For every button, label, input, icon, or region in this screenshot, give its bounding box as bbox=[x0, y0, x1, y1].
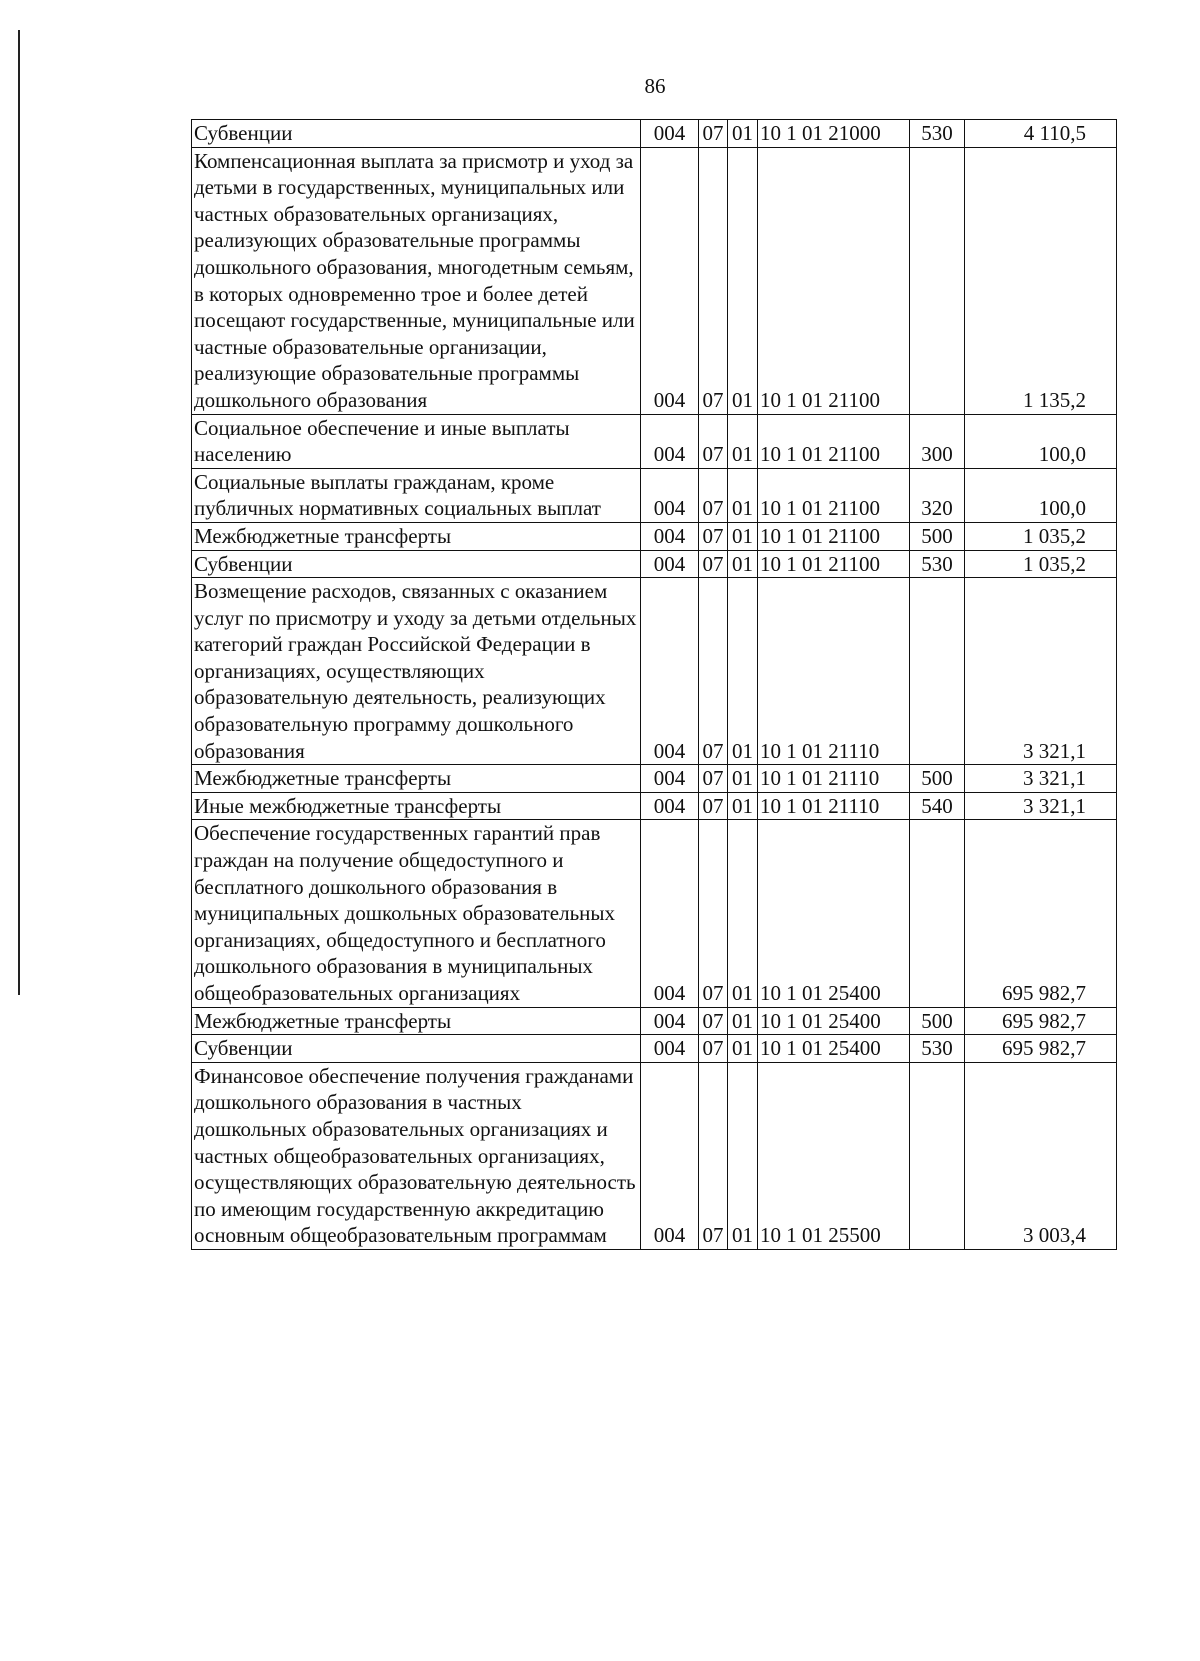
row-amount: 4 110,5 bbox=[965, 120, 1117, 148]
row-expense-type-code: 500 bbox=[910, 765, 965, 793]
budget-table bbox=[191, 119, 1117, 1250]
row-expense-type-code: 530 bbox=[910, 550, 965, 578]
row-ved-code: 004 bbox=[641, 1062, 699, 1249]
row-name: Иные межбюджетные трансферты bbox=[192, 792, 641, 820]
table-row bbox=[192, 147, 1117, 414]
row-name: Субвенции bbox=[192, 1035, 641, 1063]
row-expense-type-code: 530 bbox=[910, 120, 965, 148]
row-name: Социальные выплаты гражданам, кроме публичных нормативных социальных выплат bbox=[192, 468, 641, 522]
row-amount: 1 035,2 bbox=[965, 550, 1117, 578]
row-subsection-code: 01 bbox=[728, 522, 758, 550]
row-expense-type-code bbox=[910, 147, 965, 414]
row-amount: 695 982,7 bbox=[965, 1035, 1117, 1063]
row-target-article-code: 10 1 01 25500 bbox=[758, 1062, 910, 1249]
row-target-article-code: 10 1 01 21110 bbox=[758, 578, 910, 765]
row-name: Компенсационная выплата за присмотр и уход за детьми в государственных, муниципальных или частных образовательных организациях, реализующих образовательные программы дошкольного образования, многодетным семьям, в которых одновременно трое и более детей посещают государственные, муниципальные или частные образовательные организации, реализующие образовательные программы дошкольного образования bbox=[192, 147, 641, 414]
row-subsection-code: 01 bbox=[728, 414, 758, 468]
row-section-code: 07 bbox=[699, 820, 728, 1007]
row-section-code: 07 bbox=[699, 120, 728, 148]
table-row bbox=[192, 578, 1117, 765]
row-subsection-code: 01 bbox=[728, 820, 758, 1007]
row-name: Социальное обеспечение и иные выплаты населению bbox=[192, 414, 641, 468]
row-subsection-code: 01 bbox=[728, 792, 758, 820]
row-target-article-code: 10 1 01 21110 bbox=[758, 765, 910, 793]
row-ved-code: 004 bbox=[641, 578, 699, 765]
row-ved-code: 004 bbox=[641, 820, 699, 1007]
row-target-article-code: 10 1 01 21000 bbox=[758, 120, 910, 148]
row-ved-code: 004 bbox=[641, 468, 699, 522]
row-subsection-code: 01 bbox=[728, 1062, 758, 1249]
row-subsection-code: 01 bbox=[728, 468, 758, 522]
row-subsection-code: 01 bbox=[728, 578, 758, 765]
table-row bbox=[192, 414, 1117, 468]
row-name: Финансовое обеспечение получения гражданами дошкольного образования в частных дошкольных образовательных организациях и частных общеобразовательных организациях, осуществляющих образовательную деятельность по имеющим государственную аккредитацию основным общеобразовательным программам bbox=[192, 1062, 641, 1249]
row-ved-code: 004 bbox=[641, 1035, 699, 1063]
row-name: Межбюджетные трансферты bbox=[192, 522, 641, 550]
row-section-code: 07 bbox=[699, 1035, 728, 1063]
page-number: 86 bbox=[644, 74, 666, 98]
row-amount: 3 321,1 bbox=[965, 792, 1117, 820]
row-expense-type-code: 540 bbox=[910, 792, 965, 820]
row-ved-code: 004 bbox=[641, 550, 699, 578]
row-amount: 695 982,7 bbox=[965, 1007, 1117, 1035]
row-section-code: 07 bbox=[699, 1007, 728, 1035]
row-section-code: 07 bbox=[699, 1062, 728, 1249]
row-amount: 1 035,2 bbox=[965, 522, 1117, 550]
row-amount: 3 003,4 bbox=[965, 1062, 1117, 1249]
row-amount: 3 321,1 bbox=[965, 578, 1117, 765]
row-ved-code: 004 bbox=[641, 120, 699, 148]
row-target-article-code: 10 1 01 25400 bbox=[758, 820, 910, 1007]
row-subsection-code: 01 bbox=[728, 550, 758, 578]
table-row bbox=[192, 1035, 1117, 1063]
row-name: Обеспечение государственных гарантий прав граждан на получение общедоступного и бесплатного дошкольного образования в муниципальных дошкольных образовательных организациях, общедоступного и бесплатного дошкольного образования в муниципальных общеобразовательных организациях bbox=[192, 820, 641, 1007]
row-expense-type-code bbox=[910, 1062, 965, 1249]
scan-margin-line bbox=[18, 30, 20, 995]
row-subsection-code: 01 bbox=[728, 1007, 758, 1035]
row-target-article-code: 10 1 01 21110 bbox=[758, 792, 910, 820]
table-row bbox=[192, 468, 1117, 522]
row-expense-type-code bbox=[910, 820, 965, 1007]
row-target-article-code: 10 1 01 21100 bbox=[758, 550, 910, 578]
table-row bbox=[192, 120, 1117, 148]
row-amount: 695 982,7 bbox=[965, 820, 1117, 1007]
row-subsection-code: 01 bbox=[728, 765, 758, 793]
row-amount: 100,0 bbox=[965, 468, 1117, 522]
row-name: Субвенции bbox=[192, 550, 641, 578]
table-row bbox=[192, 1062, 1117, 1249]
row-subsection-code: 01 bbox=[728, 120, 758, 148]
table-row bbox=[192, 765, 1117, 793]
row-ved-code: 004 bbox=[641, 792, 699, 820]
row-expense-type-code bbox=[910, 578, 965, 765]
table-row bbox=[192, 792, 1117, 820]
row-name: Возмещение расходов, связанных с оказанием услуг по присмотру и уходу за детьми отдельных категорий граждан Российской Федерации в организациях, осуществляющих образовательную деятельность, реализующих образовательную программу дошкольного образования bbox=[192, 578, 641, 765]
row-amount: 1 135,2 bbox=[965, 147, 1117, 414]
row-section-code: 07 bbox=[699, 792, 728, 820]
row-name: Межбюджетные трансферты bbox=[192, 765, 641, 793]
row-ved-code: 004 bbox=[641, 147, 699, 414]
row-subsection-code: 01 bbox=[728, 1035, 758, 1063]
row-target-article-code: 10 1 01 25400 bbox=[758, 1035, 910, 1063]
row-section-code: 07 bbox=[699, 765, 728, 793]
row-section-code: 07 bbox=[699, 578, 728, 765]
row-target-article-code: 10 1 01 25400 bbox=[758, 1007, 910, 1035]
row-name: Субвенции bbox=[192, 120, 641, 148]
row-target-article-code: 10 1 01 21100 bbox=[758, 522, 910, 550]
row-ved-code: 004 bbox=[641, 522, 699, 550]
table-row bbox=[192, 550, 1117, 578]
row-ved-code: 004 bbox=[641, 1007, 699, 1035]
row-section-code: 07 bbox=[699, 414, 728, 468]
row-expense-type-code: 500 bbox=[910, 522, 965, 550]
row-target-article-code: 10 1 01 21100 bbox=[758, 147, 910, 414]
row-target-article-code: 10 1 01 21100 bbox=[758, 414, 910, 468]
row-ved-code: 004 bbox=[641, 414, 699, 468]
row-expense-type-code: 530 bbox=[910, 1035, 965, 1063]
table-row bbox=[192, 522, 1117, 550]
table-row bbox=[192, 820, 1117, 1007]
row-amount: 100,0 bbox=[965, 414, 1117, 468]
row-expense-type-code: 500 bbox=[910, 1007, 965, 1035]
row-name: Межбюджетные трансферты bbox=[192, 1007, 641, 1035]
row-subsection-code: 01 bbox=[728, 147, 758, 414]
row-section-code: 07 bbox=[699, 147, 728, 414]
row-section-code: 07 bbox=[699, 550, 728, 578]
row-section-code: 07 bbox=[699, 522, 728, 550]
table-row bbox=[192, 1007, 1117, 1035]
row-target-article-code: 10 1 01 21100 bbox=[758, 468, 910, 522]
row-expense-type-code: 320 bbox=[910, 468, 965, 522]
row-ved-code: 004 bbox=[641, 765, 699, 793]
row-amount: 3 321,1 bbox=[965, 765, 1117, 793]
row-section-code: 07 bbox=[699, 468, 728, 522]
row-expense-type-code: 300 bbox=[910, 414, 965, 468]
